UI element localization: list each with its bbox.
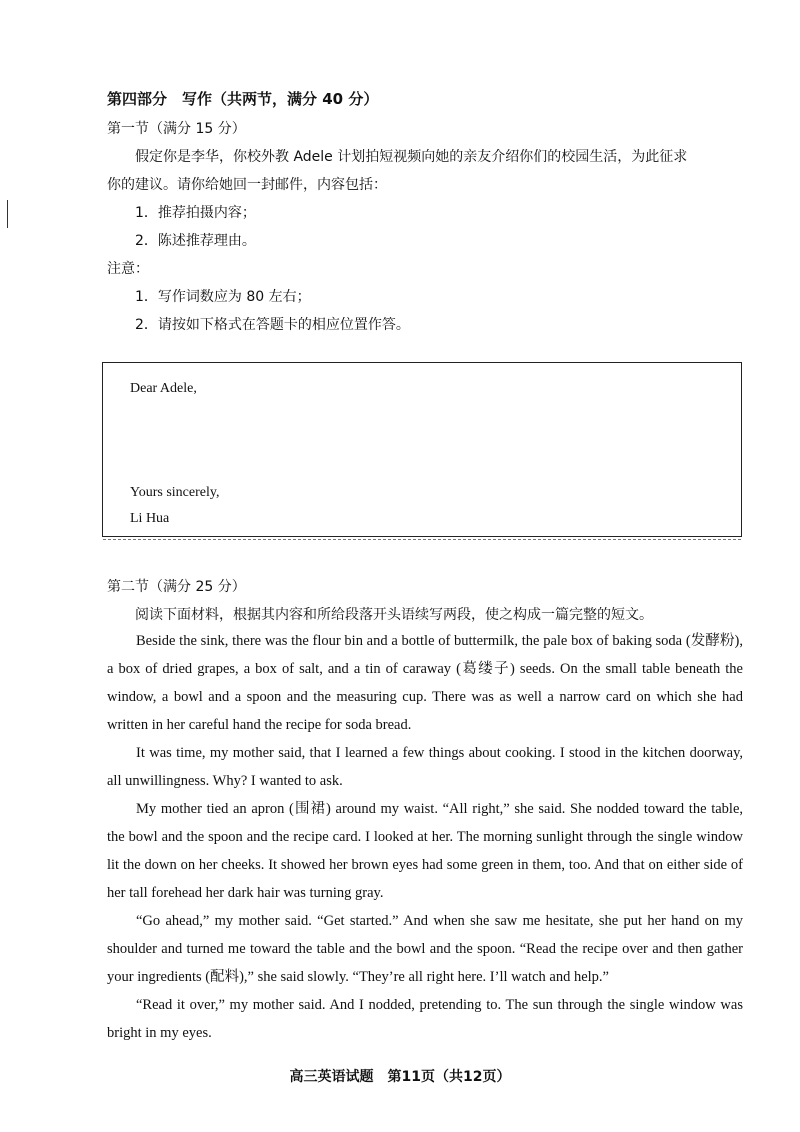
section2-title: 第二节（满分 25 分）: [107, 579, 246, 595]
note-1: 1．写作词数应为 80 左右；: [135, 289, 311, 305]
section1-item-1: 1．推荐拍摄内容；: [135, 205, 256, 221]
paragraph-1: Beside the sink, there was the flour bin and a bottle of buttermilk, the pale box of baking soda (发酵粉), a box of dried grapes, a box of salt, and a tin of caraway (葛缕子) seeds. On the small table beneath the window, a bowl and a spoon and the measuring cup. There was as well a narrow card on which she had written in her careful hand the recipe for soda bread.: [107, 633, 743, 733]
page-footer: 高三英语试题 第11页（共12页）: [289, 1069, 511, 1085]
margin-mark: [7, 200, 8, 228]
box-divider: [103, 539, 741, 540]
section1-item-2: 2．陈述推荐理由。: [135, 233, 256, 249]
section1-intro-line1: 假定你是李华，你校外教 Adele 计划拍短视频向她的亲友介绍你们的校园生活，为此征求: [135, 149, 688, 165]
part-title: 第四部分 写作（共两节，满分 40 分）: [107, 90, 379, 108]
paragraph-5: “Read it over,” my mother said. And I nodded, pretending to. The sun through the single window was bright in my eyes.: [107, 997, 743, 1041]
note-label: 注意：: [107, 261, 149, 277]
letter-closing: Yours sincerely,: [130, 485, 220, 500]
letter-signature: Li Hua: [130, 511, 170, 526]
letter-format-box: [102, 362, 742, 537]
section2-instruction: 阅读下面材料，根据其内容和所给段落开头语续写两段，使之构成一篇完整的短文。: [135, 607, 653, 623]
section1-intro-line2: 你的建议。请你给她回一封邮件，内容包括：: [107, 177, 387, 193]
letter-greeting: Dear Adele,: [130, 381, 197, 396]
paragraph-3: My mother tied an apron (围裙) around my waist. “All right,” she said. She nodded toward the table, the bowl and the spoon and the recipe card. I looked at her. The morning sunlight through the single window lit the down on her cheeks. It showed her brown eyes had some green in them, too. And that on either side of her tall forehead her dark hair was turning gray.: [107, 801, 743, 901]
section1-title: 第一节（满分 15 分）: [107, 121, 246, 137]
paragraph-4: “Go ahead,” my mother said. “Get started.” And when she saw me hesitate, she put her hand on my shoulder and turned me toward the table and the bowl and the spoon. “Read the recipe over and then gather your ingredients (配料),” she said slowly. “They’re all right here. I’ll watch and help.”: [107, 913, 743, 985]
note-2: 2．请按如下格式在答题卡的相应位置作答。: [135, 317, 410, 333]
paragraph-2: It was time, my mother said, that I learned a few things about cooking. I stood in the kitchen doorway, all unwillingness. Why? I wanted to ask.: [107, 745, 743, 789]
